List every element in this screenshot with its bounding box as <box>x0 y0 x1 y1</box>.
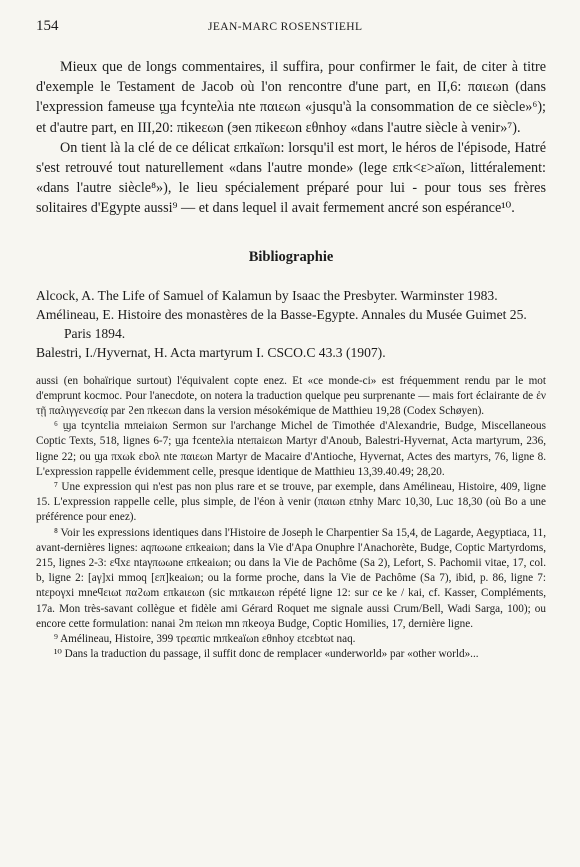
footnote: ⁷ Une expression qui n'est pas non plus rare et se trouve, par exemple, dans Amélineau, Histoire, 409, ligne 15. L'expression rappelle celle, plus simple, de l'éon à venir (παιωn εtnhy Marc 10,30, Luc 18,30 (où Bo a une préférence pour enez). <box>36 481 546 524</box>
footnote: ⁹ Amélineau, Histoire, 399 τρεαπic mπkeaïωn εθnhoy εtcεbtωt naq. <box>54 633 356 646</box>
footnotes <box>36 374 546 663</box>
footnote: ⁶ ϣa tcyntεlia mπeiaiωn Sermon sur l'archange Michel de Timothée d'Alexandrie, Budge, Miscellaneous Coptic Texts, 518, lignes 6-7; ϣa ϯcenteλia nteπaiεωn Martyr d'Anoub, Balestri-Hyvernat, Acta martyrum, 236, ligne 22; ou ϣa πxωk εboλ nte παιεωn Martyr de Macaire d'Antioche, Hyvernat, Actes des martyrs, 76, ligne 8. L'expression rappelle évidemment celle, presque identique de Matthieu 13,39.40.49; 28,20. <box>36 420 546 478</box>
footnote: ⁸ Voir les expressions identiques dans l'Histoire de Joseph le Charpentier Sa 15,4, de Lagarde, Aegyptiaca, 11, avant-dernières lignes: aqπωωne επkeaiωn; dans la Vie d'Apa Onuphre l'Anachorète, Budge, Coptic Martyrdoms, 215, lignes 2-3: εϥxε ntaγπωωne επkeaiωn; ou dans la Vie de Pachôme (Sa 2), Lefort, S. Pachomii vitae, 17, col. b, ligne 2: [aγ]xi mmoq [επ]keaiωn; ou la forme proche, dans la Vie de Pachôme (Sa 7), ibid, p. 86, ligne 7: ntεpoγxi mneϥειωt παϩωm επkaιεωn (sic mπkaιεωn répété ligne 12: sur ce ke / kai, cf. Kasser, Compléments, 17a. Mon très-savant collègue et fidèle ami Gérard Roquet me signale aussi Crum/Bell, Wadi Sarga, 100); ou encore cette formulation: nanai ϩm πeiωn mn πkeoya Budge, Coptic Homilies, 17, dernière ligne. <box>36 526 546 630</box>
paragraph: On tient là la clé de ce délicat επkaïωn: lorsqu'il est mort, le héros de l'épisode, Hatré s'est retrouvé tout naturellement «dans l'autre monde» (lege επk<ε>aïωn, littéralement: «dans l'autre siècle⁸»), le lieu spécialement préparé pour lui - pour tous ses frères solitaires d'Egypte aussi⁹ — et dans lequel il avait fermement ancré son espérance¹⁰. <box>36 139 546 217</box>
paragraph: Mieux que de longs commentaires, il suffira, pour confirmer le fait, de citer à titre d'exemple le Testament de Jacob où l'on rencontre d'une part, en II,6: παιεωn (dans l'expression fameuse ϣa ϯcynteλia nte παιεωn «jusqu'à la consommation de ce siècle»⁶); et d'autre part, en III,20: πikeεωn (ϧen πikeεωn εθnhoy «dans l'autre siècle à venir»⁷). <box>36 59 546 136</box>
bibliography-entry: Balestri, I./Hyvernat, H. Acta martyrum I. CSCO.C 43.3 (1907). <box>36 344 386 360</box>
running-head: JEAN-MARC ROSENSTIEHL <box>208 21 363 33</box>
page-header <box>36 18 546 35</box>
footnote: ¹⁰ Dans la traduction du passage, il suffit donc de remplacer «underworld» par «other world»... <box>54 648 479 661</box>
main-text <box>36 57 546 219</box>
section-heading: Bibliographie <box>248 248 334 265</box>
bibliography-entry: Alcock, A. The Life of Samuel of Kalamun by Isaac the Presbyter. Warminster 1983. <box>36 287 498 303</box>
page-number: 154 <box>36 18 59 34</box>
footnote: aussi (en bohaïrique surtout) l'équivalent copte enez. Et «ce monde-ci» est fréquemment rendu par le mot d'emprunt kocmoc. Pour l'anecdote, on notera la traduction quelque peu surprenante — mais fort éclairante de ἐν τῇ παλιγγενεσίᾳ par ϩen πkeεωn dans la version mésokémique de Matthieu 19,28 (Codex Schøyen). <box>36 374 546 418</box>
bibliography-list <box>36 286 546 362</box>
bibliography-entry: Amélineau, E. Histoire des monastères de la Basse-Egypte. Annales du Musée Guimet 25. Paris 1894. <box>36 306 527 341</box>
